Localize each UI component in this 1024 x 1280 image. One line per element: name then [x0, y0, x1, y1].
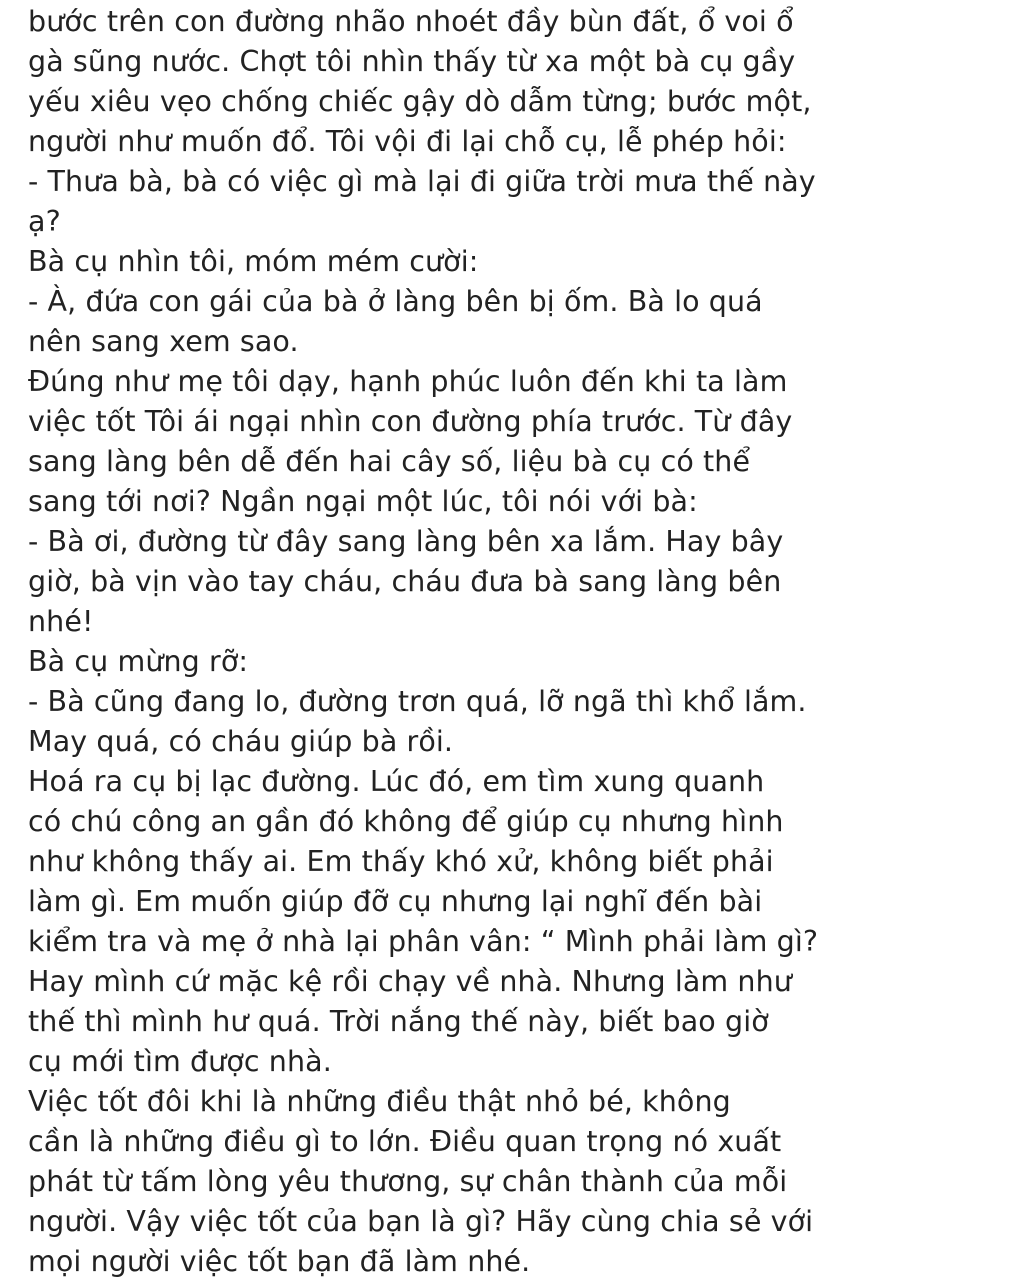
text-line: việc tốt Tôi ái ngại nhìn con đường phía trước. Từ đây — [28, 405, 793, 438]
text-line: thế thì mình hư quá. Trời nắng thế này, biết bao giờ — [28, 1005, 769, 1038]
text-line: sang làng bên dễ đến hai cây số, liệu bà cụ có thể — [28, 445, 751, 478]
text-line: Bà cụ mừng rỡ: — [28, 645, 249, 678]
text-line: mọi người việc tốt bạn đã làm nhé. — [28, 1245, 531, 1278]
dialogue-line: - Bà ơi, đường từ đây sang làng bên xa lắm. Hay bây — [28, 525, 784, 558]
text-line: Hay mình cứ mặc kệ rồi chạy về nhà. Nhưng làm như — [28, 965, 792, 998]
text-line: người như muốn đổ. Tôi vội đi lại chỗ cụ, lễ phép hỏi: — [28, 125, 787, 158]
text-line: yếu xiêu vẹo chống chiếc gậy dò dẫm từng; bước một, — [28, 85, 812, 118]
text-line: kiểm tra và mẹ ở nhà lại phân vân: “ Mình phải làm gì? — [28, 925, 819, 958]
text-line: phát từ tấm lòng yêu thương, sự chân thành của mỗi — [28, 1165, 788, 1198]
dialogue-line: ạ? — [28, 205, 61, 238]
text-line: sang tới nơi? Ngần ngại một lúc, tôi nói với bà: — [28, 485, 698, 518]
text-line: Việc tốt đôi khi là những điều thật nhỏ bé, không — [28, 1085, 731, 1118]
text-line: Hoá ra cụ bị lạc đường. Lúc đó, em tìm xung quanh — [28, 765, 765, 798]
dialogue-line: giờ, bà vịn vào tay cháu, cháu đưa bà sang làng bên — [28, 565, 782, 598]
dialogue-line: - Thưa bà, bà có việc gì mà lại đi giữa trời mưa thế này — [28, 165, 816, 198]
text-line: Bà cụ nhìn tôi, móm mém cười: — [28, 245, 479, 278]
text-line: như không thấy ai. Em thấy khó xử, không biết phải — [28, 845, 774, 878]
dialogue-line: - À, đứa con gái của bà ở làng bên bị ốm. Bà lo quá — [28, 285, 763, 318]
text-line: cần là những điều gì to lớn. Điều quan trọng nó xuất — [28, 1125, 782, 1158]
dialogue-line: nên sang xem sao. — [28, 325, 299, 358]
text-line: có chú công an gần đó không để giúp cụ nhưng hình — [28, 805, 784, 838]
text-line: Đúng như mẹ tôi dạy, hạnh phúc luôn đến khi ta làm — [28, 365, 788, 398]
text-line: gà sũng nước. Chợt tôi nhìn thấy từ xa một bà cụ gầy — [28, 45, 796, 78]
text-line: cụ mới tìm được nhà. — [28, 1045, 332, 1078]
dialogue-line: May quá, có cháu giúp bà rồi. — [28, 725, 454, 758]
text-line: người. Vậy việc tốt của bạn là gì? Hãy cùng chia sẻ với — [28, 1205, 814, 1238]
text-line: bước trên con đường nhão nhoét đầy bùn đất, ổ voi ổ — [28, 5, 794, 38]
dialogue-line: - Bà cũng đang lo, đường trơn quá, lỡ ngã thì khổ lắm. — [28, 685, 807, 718]
dialogue-line: nhé! — [28, 605, 94, 638]
story-text — [28, 2, 1012, 1280]
text-line: làm gì. Em muốn giúp đỡ cụ nhưng lại nghĩ đến bài — [28, 885, 763, 918]
